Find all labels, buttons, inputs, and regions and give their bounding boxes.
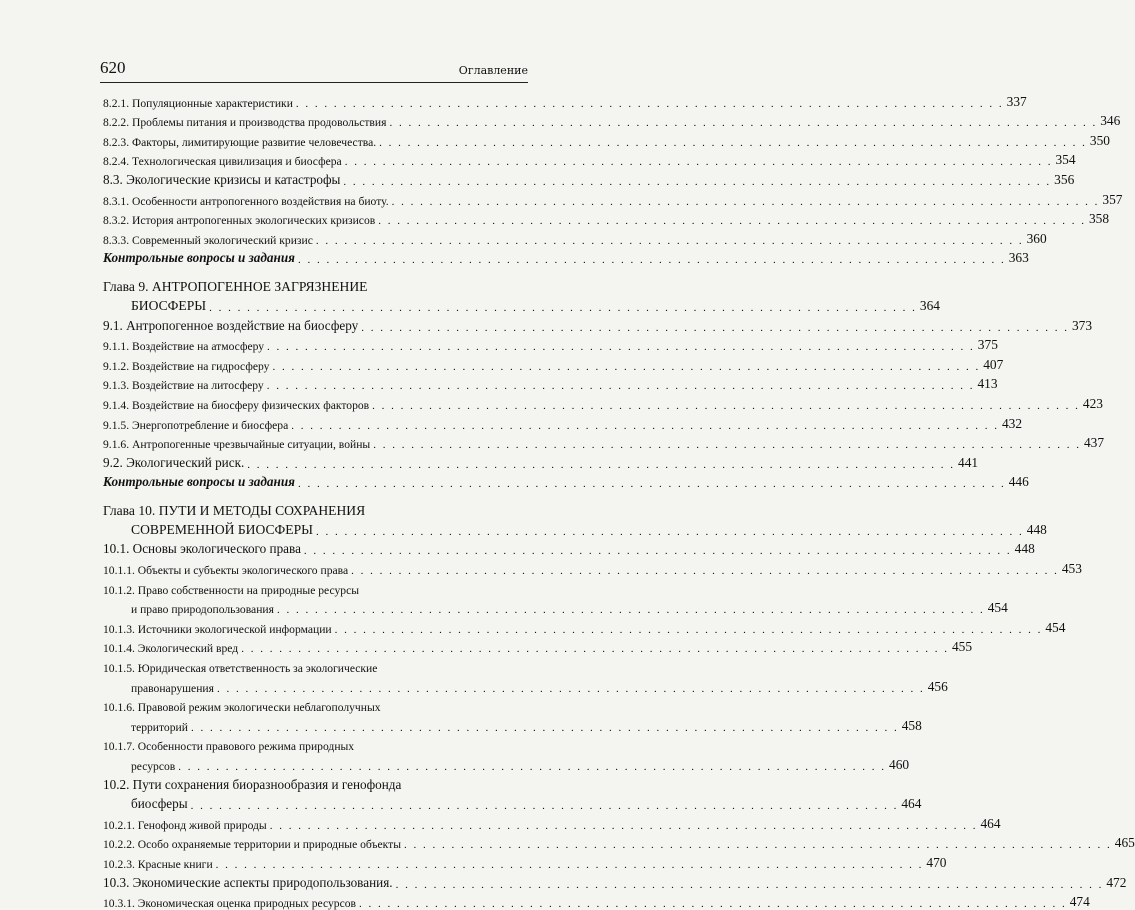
dot-leader [298, 254, 1006, 266]
toc-entry-title: 10.2.3. Красные книги [103, 857, 213, 871]
toc-entry [103, 353, 1004, 373]
toc-entry-title: Глава 10. ПУТИ И МЕТОДЫ СОХРАНЕНИЯ [103, 503, 366, 519]
toc-entry-page: 407 [983, 356, 1004, 372]
dot-leader [178, 761, 886, 773]
toc-entry-page: 357 [1102, 191, 1123, 207]
toc-entry [103, 295, 940, 314]
toc-entry [103, 616, 1066, 636]
toc-entry-page: 458 [901, 717, 922, 733]
toc-entry-page: 432 [1001, 415, 1023, 431]
toc-entry [103, 812, 1001, 832]
toc-entry [103, 90, 1027, 110]
toc-entry-title: и право природопользования [131, 603, 274, 617]
toc-entry-title: 10.1.6. Правовой режим экологически неблагополучных [103, 701, 381, 715]
toc-entry [103, 314, 1093, 334]
toc-entry [103, 577, 528, 597]
toc-entry [103, 675, 948, 695]
toc-entry-title: 9.1.5. Энергопотребление и биосфера [103, 418, 289, 432]
toc-entry-title: Глава 9. АНТРОПОГЕННОЕ ЗАГРЯЗНЕНИЕ [103, 279, 368, 295]
toc-entry-title: 9.1.1. Воздействие на атмосферу [103, 340, 265, 354]
toc-entry-title: ресурсов [131, 760, 176, 773]
dot-leader [272, 361, 980, 373]
toc-entry [103, 636, 973, 656]
toc-entry [103, 695, 528, 715]
toc-entry [103, 734, 528, 754]
dot-leader [404, 839, 1112, 851]
toc-entry-title: 10.1. Основы экологического права [103, 541, 301, 557]
dot-leader [191, 722, 899, 734]
dot-leader [247, 459, 955, 471]
toc-entry-page: 437 [1083, 435, 1105, 451]
toc-entry-title: 8.3.2. История антропогенных экологических кризисов [103, 214, 376, 228]
toc-entry [103, 655, 528, 675]
toc-entry [103, 227, 1047, 247]
toc-entry-title: биосферы [131, 796, 188, 812]
dot-leader [379, 137, 1087, 149]
toc-entry-page: 464 [980, 815, 1001, 831]
page-number: 620 [100, 58, 126, 77]
toc-entry-title: 9.1.4. Воздействие на биосферу физических факторов [103, 398, 370, 412]
toc-entry [103, 753, 910, 773]
toc-entry-title: 10.1.7. Особенности правового режима природных [103, 740, 355, 754]
toc-entry-title: 10.1.4. Экологический вред [103, 642, 239, 656]
toc-entry-title: 10.3. Экономические аспекты природопользования. [103, 874, 393, 890]
toc-entry [103, 832, 1135, 852]
toc-entry-page: 337 [1006, 93, 1027, 109]
dot-leader [396, 879, 1104, 891]
toc-entry [103, 597, 1008, 617]
toc-entry-title: правонарушения [131, 681, 214, 695]
toc-entry [103, 412, 1023, 432]
toc-entry-title: 9.2. Экологический риск. [103, 454, 245, 470]
dot-leader [373, 439, 1081, 451]
dot-leader [298, 478, 1006, 490]
toc-entry [103, 891, 1090, 910]
toc-entry-page: 448 [1026, 521, 1047, 537]
toc-entry-page: 455 [951, 639, 973, 655]
dot-leader [316, 235, 1024, 247]
dot-leader [241, 643, 949, 655]
toc-entry-page: 364 [919, 297, 940, 313]
toc-entry-page: 363 [1008, 250, 1029, 266]
toc-entry-title: 10.1.5. Юридическая ответственность за экологические [103, 662, 378, 676]
toc-entry-page: 446 [1008, 474, 1029, 490]
toc-entry-title: 9.1. Антропогенное воздействие на биосферу [103, 317, 359, 333]
dot-leader [291, 420, 999, 432]
dot-leader [267, 341, 975, 353]
toc-entry-page: 441 [958, 454, 979, 470]
toc-entry-title: 10.1.1. Объекты и субъекты экологического права [103, 564, 349, 578]
toc-entry-title: 8.3. Экологические кризисы и катастрофы [103, 171, 341, 187]
toc-entry-page: 413 [977, 376, 998, 392]
toc-entry-page: 358 [1088, 211, 1110, 227]
toc-entry-title: территорий [131, 720, 188, 734]
toc-entry-page: 465 [1114, 835, 1135, 851]
page-header [100, 60, 528, 83]
dot-leader [378, 215, 1086, 227]
toc-entry-title: 8.2.1. Популяционные характеристики [103, 96, 293, 110]
dot-leader [217, 683, 925, 695]
toc-entry-page: 453 [1061, 561, 1082, 577]
toc-entry [103, 247, 1029, 267]
toc-entry [103, 276, 528, 295]
toc-entry [103, 168, 1075, 188]
toc-entry [103, 793, 922, 813]
dot-leader [216, 859, 924, 871]
toc-entry-page: 470 [926, 854, 947, 870]
toc-entry-page: 356 [1054, 171, 1075, 187]
toc-entry-page: 354 [1055, 152, 1076, 168]
dot-leader [343, 176, 1051, 188]
toc-entry-page: 350 [1089, 132, 1110, 148]
dot-leader [351, 565, 1059, 577]
table-of-contents [103, 90, 1135, 910]
toc-entry-title: 8.3.1. Особенности антропогенного воздействия на биоту. [103, 194, 389, 208]
dot-leader [359, 898, 1067, 910]
toc-entry-page: 346 [1100, 113, 1121, 129]
dot-leader [345, 156, 1053, 168]
toc-entry [103, 432, 1105, 452]
dot-leader [316, 526, 1024, 538]
toc-entry-title: 8.2.4. Технологическая цивилизация и биосфера [103, 155, 342, 169]
toc-entry-page: 472 [1106, 874, 1127, 890]
toc-entry [103, 149, 1076, 169]
dot-leader [372, 400, 1080, 412]
toc-entry [103, 500, 528, 519]
toc-entry-title: 10.1.2. Право собственности на природные ресурсы [103, 583, 360, 597]
dot-leader [361, 322, 1069, 334]
toc-entry-title: СОВРЕМЕННОЙ БИОСФЕРЫ [131, 521, 314, 537]
dot-leader [389, 117, 1097, 129]
toc-entry-title: 8.2.2. Проблемы питания и производства продовольствия [103, 116, 387, 130]
toc-entry-title: Контрольные вопросы и задания [103, 474, 295, 490]
toc-entry [103, 451, 979, 471]
toc-entry-page: 373 [1071, 317, 1093, 333]
toc-entry-title: БИОСФЕРЫ [131, 297, 207, 313]
toc-entry [103, 714, 922, 734]
toc-entry [103, 334, 998, 354]
toc-entry-page: 448 [1014, 541, 1035, 557]
toc-entry-title: 10.2.2. Особо охраняемые территории и природные объекты [103, 838, 402, 852]
running-title: Оглавление [458, 64, 528, 77]
dot-leader [304, 545, 1012, 557]
toc-entry [103, 188, 1123, 208]
dot-leader [191, 800, 899, 812]
toc-entry [103, 471, 1029, 491]
toc-entry-title: 8.2.3. Факторы, лимитирующие развитие человечества. [103, 135, 377, 149]
dot-leader [335, 624, 1043, 636]
toc-entry-page: 423 [1082, 395, 1103, 411]
toc-entry-page: 360 [1026, 230, 1047, 246]
toc-entry [103, 851, 947, 871]
toc-entry-title: 10.3.1. Экономическая оценка природных ресурсов [103, 897, 356, 910]
toc-entry [103, 519, 1047, 538]
toc-entry-page: 375 [977, 337, 998, 353]
toc-entry-page: 460 [889, 757, 910, 772]
toc-entry-page: 474 [1069, 894, 1090, 910]
toc-entry-title: 9.1.2. Воздействие на гидросферу [103, 359, 270, 373]
toc-entry [103, 110, 1121, 130]
dot-leader [296, 98, 1004, 110]
dot-leader [270, 820, 978, 832]
toc-entry [103, 129, 1110, 149]
toc-entry [103, 538, 1035, 558]
toc-entry-title: 9.1.3. Воздействие на литосферу [103, 379, 264, 393]
toc-entry [103, 373, 998, 393]
toc-entry [103, 773, 528, 793]
toc-entry-page: 454 [1045, 619, 1066, 635]
dot-leader [392, 196, 1100, 208]
toc-entry [103, 208, 1110, 228]
toc-entry-title: 10.2. Пути сохранения биоразнообразия и генофонда [103, 776, 402, 792]
dot-leader [267, 380, 975, 392]
toc-entry-page: 464 [901, 796, 922, 812]
toc-entry-title: 10.1.3. Источники экологической информации [103, 622, 332, 636]
toc-entry [103, 557, 1082, 578]
toc-entry-page: 456 [927, 678, 948, 694]
toc-entry [103, 392, 1103, 412]
toc-entry-title: 10.2.1. Генофонд живой природы [103, 818, 267, 832]
dot-leader [277, 604, 985, 616]
dot-leader [209, 302, 917, 314]
toc-entry-page: 454 [987, 600, 1008, 616]
toc-entry-title: 8.3.3. Современный экологический кризис [103, 233, 313, 247]
toc-entry [103, 871, 1127, 891]
toc-entry-title: Контрольные вопросы и задания [103, 250, 295, 266]
toc-entry-title: 9.1.6. Антропогенные чрезвычайные ситуации, войны [103, 438, 371, 452]
